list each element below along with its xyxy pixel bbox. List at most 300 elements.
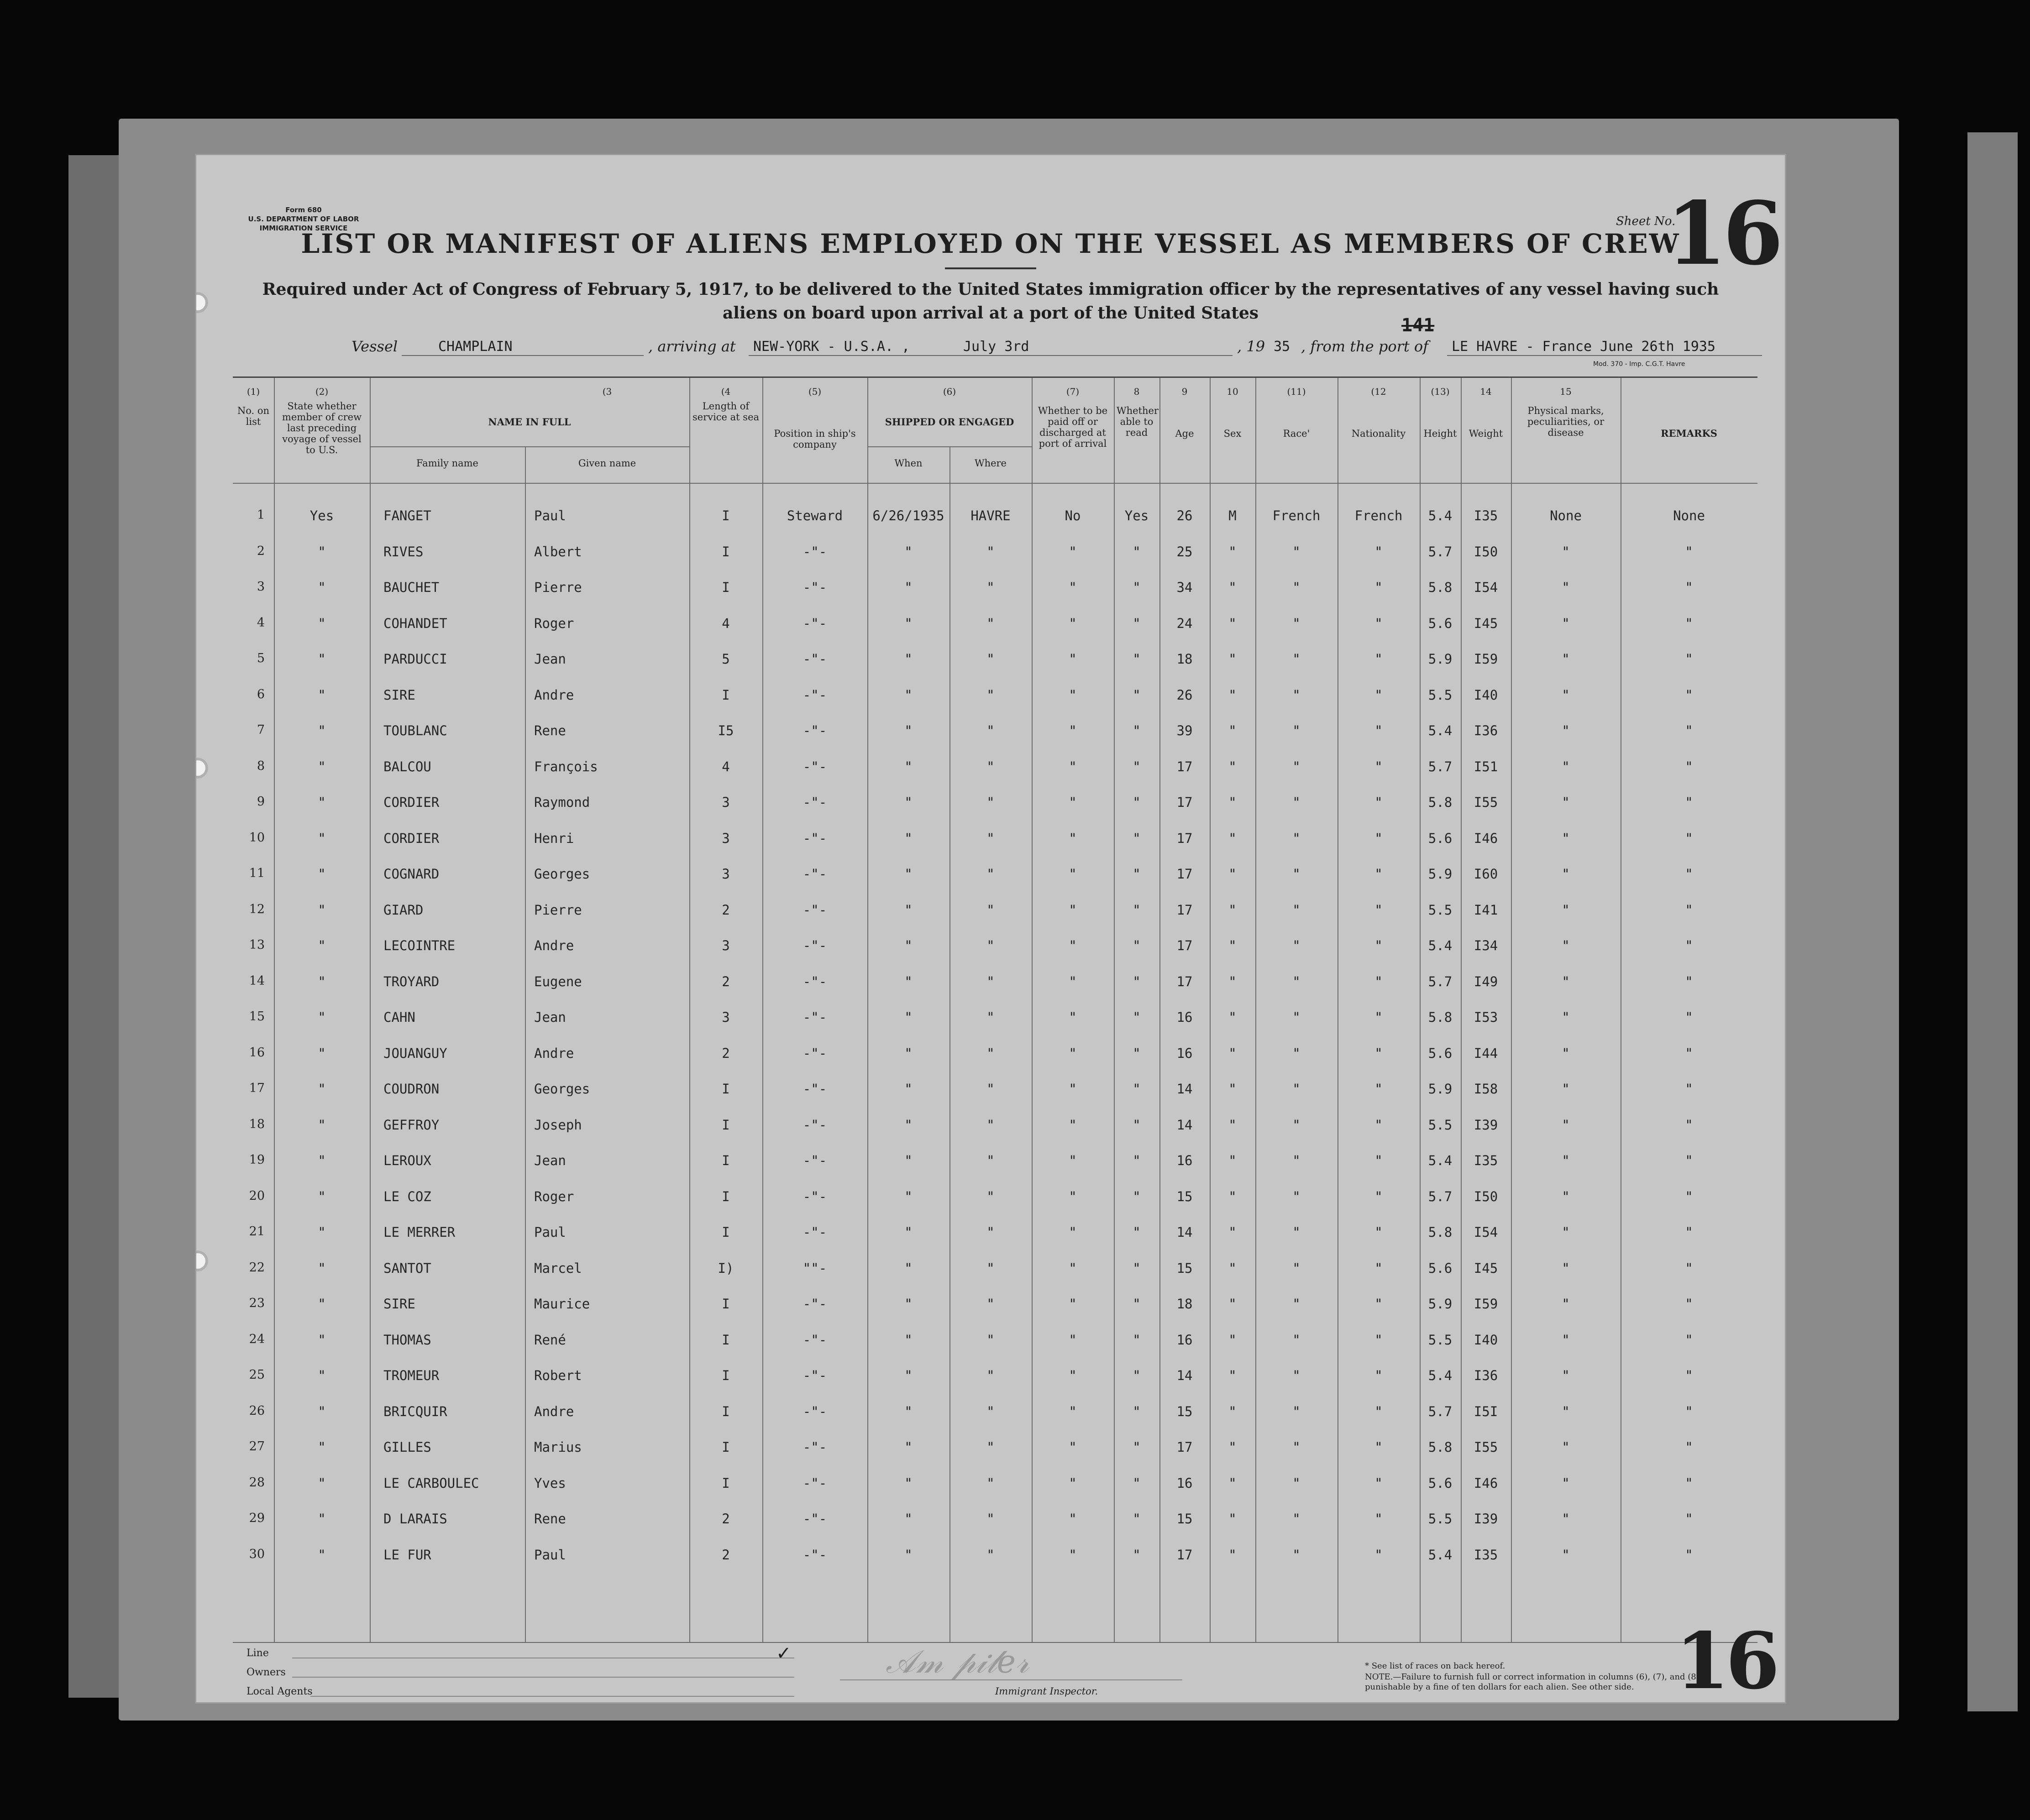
cell-marks: ": [1562, 723, 1570, 738]
cell-read: ": [1133, 580, 1141, 595]
cell-weight: I40: [1474, 1332, 1498, 1348]
column-header-sex: Sex: [1223, 428, 1242, 439]
cell-remarks: ": [1685, 1260, 1693, 1276]
cell-nationality: ": [1374, 758, 1383, 774]
cell-length: 5: [722, 651, 730, 667]
column-number: (6): [943, 386, 956, 397]
cell-remarks: ": [1685, 902, 1693, 918]
cell-height: 5.9: [1428, 651, 1453, 667]
cell-weight: I54: [1474, 1224, 1498, 1240]
cell-age: 39: [1176, 723, 1193, 738]
cell-position: -"-: [803, 1368, 827, 1383]
cell-no: 26: [249, 1403, 265, 1418]
cell-prev: Yes: [309, 508, 334, 523]
cell-age: 16: [1176, 1332, 1193, 1348]
binder-hole-icon: [196, 292, 208, 313]
sheet-number: 16: [1666, 183, 1780, 284]
cell-when: 6/26/1935: [872, 508, 944, 523]
cell-age: 17: [1176, 1547, 1193, 1563]
cell-height: 5.9: [1428, 1081, 1453, 1097]
cell-read: Yes: [1124, 508, 1149, 523]
cell-no: 9: [257, 795, 265, 809]
cell-race: ": [1292, 1403, 1301, 1419]
cell-age: 34: [1176, 580, 1193, 595]
cell-family: COGNARD: [383, 866, 440, 882]
cell-no: 2: [257, 544, 265, 558]
cell-remarks: ": [1685, 938, 1693, 953]
cell-read: ": [1133, 687, 1141, 703]
title-rule: [945, 267, 1036, 269]
cell-where: ": [986, 1439, 995, 1455]
cell-paid: ": [1069, 1368, 1077, 1383]
cell-height: 5.6: [1428, 1475, 1453, 1491]
cell-family: FANGET: [383, 508, 431, 523]
cell-age: 15: [1176, 1188, 1193, 1204]
cell-marks: ": [1562, 1368, 1570, 1383]
cell-marks: ": [1562, 1117, 1570, 1133]
cell-when: ": [904, 1439, 913, 1455]
cell-where: ": [986, 1403, 995, 1419]
cell-where: ": [986, 973, 995, 989]
cell-position: -"-: [803, 723, 827, 738]
cell-given: Marius: [534, 1439, 582, 1455]
cell-paid: ": [1069, 1117, 1077, 1133]
cell-read: ": [1133, 1260, 1141, 1276]
cell-sex: ": [1228, 1117, 1237, 1133]
cell-no: 7: [257, 723, 265, 737]
cell-age: 16: [1176, 1045, 1193, 1061]
cell-paid: ": [1069, 1547, 1077, 1563]
cell-length: 2: [722, 973, 730, 989]
cell-age: 17: [1176, 938, 1193, 953]
cell-race: ": [1292, 902, 1301, 918]
cell-length: 3: [722, 866, 730, 882]
table-row: [233, 1404, 1757, 1422]
cell-paid: ": [1069, 1511, 1077, 1527]
cell-race: ": [1292, 1045, 1301, 1061]
cell-race: ": [1292, 830, 1301, 846]
cell-paid: ": [1069, 1296, 1077, 1312]
cell-given: Eugene: [534, 973, 582, 989]
cell-marks: ": [1562, 973, 1570, 989]
cell-remarks: ": [1685, 1081, 1693, 1097]
cell-height: 5.9: [1428, 866, 1453, 882]
cell-marks: ": [1562, 1332, 1570, 1348]
cell-remarks: ": [1685, 1368, 1693, 1383]
cell-family: JOUANGUY: [383, 1045, 447, 1061]
cell-age: 15: [1176, 1403, 1193, 1419]
cell-when: ": [904, 973, 913, 989]
cell-sex: ": [1228, 1296, 1237, 1312]
cell-family: COUDRON: [383, 1081, 440, 1097]
cell-no: 18: [249, 1117, 265, 1131]
cell-given: Pierre: [534, 902, 582, 918]
cell-where: ": [986, 723, 995, 738]
cell-race: ": [1292, 758, 1301, 774]
cell-where: ": [986, 1475, 995, 1491]
cell-read: ": [1133, 1153, 1141, 1168]
arriving-label: , arriving at: [648, 338, 736, 355]
cell-height: 5.5: [1428, 687, 1453, 703]
cell-height: 5.4: [1428, 723, 1453, 738]
cell-remarks: ": [1685, 1009, 1693, 1025]
cell-marks: ": [1562, 1224, 1570, 1240]
cell-age: 18: [1176, 651, 1193, 667]
cell-age: 16: [1176, 1153, 1193, 1168]
cell-height: 5.7: [1428, 1403, 1453, 1419]
cell-position: -"-: [803, 1439, 827, 1455]
column-header-name-in-full: NAME IN FULL: [488, 416, 571, 428]
cell-height: 5.4: [1428, 508, 1453, 523]
cell-nationality: ": [1374, 580, 1383, 595]
column-header-age: Age: [1175, 428, 1194, 439]
cell-race: ": [1292, 1117, 1301, 1133]
cell-race: ": [1292, 1332, 1301, 1348]
cell-length: I): [718, 1260, 734, 1276]
cell-remarks: ": [1685, 1332, 1693, 1348]
crew-manifest-table: [233, 377, 1757, 1643]
cell-sex: ": [1228, 580, 1237, 595]
cell-weight: I35: [1474, 508, 1498, 523]
column-header-family-name: Family name: [416, 458, 478, 469]
cell-weight: I36: [1474, 723, 1498, 738]
arrival-year: 35: [1274, 339, 1290, 355]
cell-position: -"-: [803, 973, 827, 989]
cell-when: ": [904, 1153, 913, 1168]
cell-age: 17: [1176, 830, 1193, 846]
cell-remarks: ": [1685, 723, 1693, 738]
column-header-nationality: Nationality: [1351, 428, 1406, 439]
cell-paid: ": [1069, 902, 1077, 918]
cell-remarks: ": [1685, 580, 1693, 595]
cell-no: 20: [249, 1188, 265, 1203]
cell-weight: I59: [1474, 651, 1498, 667]
cell-age: 26: [1176, 508, 1193, 523]
cell-given: Georges: [534, 866, 590, 882]
cell-paid: ": [1069, 651, 1077, 667]
cell-remarks: ": [1685, 1188, 1693, 1204]
vessel-line: [351, 338, 1767, 365]
cell-read: ": [1133, 1188, 1141, 1204]
cell-height: 5.8: [1428, 1439, 1453, 1455]
cell-family: LEROUX: [383, 1153, 431, 1168]
cell-no: 15: [249, 1009, 265, 1024]
departure-port: LE HAVRE - France June 26th 1935: [1452, 339, 1715, 355]
cell-height: 5.8: [1428, 1009, 1453, 1025]
cell-nationality: ": [1374, 687, 1383, 703]
column-number: (11): [1287, 386, 1306, 397]
column-header-where: Where: [974, 458, 1007, 469]
cell-length: I: [722, 1153, 730, 1168]
cell-position: -"-: [803, 1475, 827, 1491]
cell-given: Andre: [534, 687, 574, 703]
cell-where: ": [986, 580, 995, 595]
cell-prev: ": [318, 830, 326, 846]
cell-no: 21: [249, 1224, 265, 1239]
column-header-no-on-list: No. on list: [237, 405, 270, 427]
cell-length: I: [722, 1368, 730, 1383]
cell-nationality: ": [1374, 1009, 1383, 1025]
cell-height: 5.6: [1428, 1045, 1453, 1061]
cell-when: ": [904, 1511, 913, 1527]
cell-given: Maurice: [534, 1296, 590, 1312]
cell-no: 5: [257, 651, 265, 665]
cell-sex: ": [1228, 687, 1237, 703]
cell-nationality: French: [1354, 508, 1403, 523]
cell-no: 12: [249, 902, 265, 916]
cell-prev: ": [318, 938, 326, 953]
cell-race: ": [1292, 938, 1301, 953]
column-header-race: Race': [1283, 428, 1310, 439]
cell-given: Jean: [534, 1009, 566, 1025]
cell-family: BRICQUIR: [383, 1403, 447, 1419]
column-header-remarks: REMARKS: [1661, 428, 1717, 439]
cell-paid: ": [1069, 1009, 1077, 1025]
column-number: (4: [721, 386, 731, 397]
cell-weight: I49: [1474, 973, 1498, 989]
cell-prev: ": [318, 1547, 326, 1563]
cell-marks: ": [1562, 1475, 1570, 1491]
cell-height: 5.5: [1428, 902, 1453, 918]
table-row: [233, 687, 1757, 706]
cell-age: 17: [1176, 902, 1193, 918]
cell-age: 15: [1176, 1511, 1193, 1527]
cell-prev: ": [318, 687, 326, 703]
column-number: (1): [247, 386, 260, 397]
cell-where: HAVRE: [970, 508, 1011, 523]
cell-paid: ": [1069, 973, 1077, 989]
cell-nationality: ": [1374, 615, 1383, 631]
cell-age: 14: [1176, 1081, 1193, 1097]
cell-family: LECOINTRE: [383, 938, 456, 953]
cell-height: 5.7: [1428, 1188, 1453, 1204]
cell-remarks: ": [1685, 544, 1693, 560]
cell-where: ": [986, 651, 995, 667]
cell-weight: I35: [1474, 1153, 1498, 1168]
cell-nationality: ": [1374, 1332, 1383, 1348]
cell-where: ": [986, 1224, 995, 1240]
table-row: [233, 1475, 1757, 1494]
cell-age: 26: [1176, 687, 1193, 703]
cell-nationality: ": [1374, 1296, 1383, 1312]
column-header-position: Position in ship's company: [774, 428, 856, 450]
cell-marks: ": [1562, 1081, 1570, 1097]
cell-height: 5.4: [1428, 938, 1453, 953]
cell-age: 24: [1176, 615, 1193, 631]
cell-length: I: [722, 508, 730, 523]
cell-race: ": [1292, 866, 1301, 882]
cell-sex: ": [1228, 1332, 1237, 1348]
table-row: [233, 1117, 1757, 1135]
cell-nationality: ": [1374, 1260, 1383, 1276]
cell-prev: ": [318, 1260, 326, 1276]
cell-prev: ": [318, 1153, 326, 1168]
cell-weight: I45: [1474, 1260, 1498, 1276]
cell-nationality: ": [1374, 1403, 1383, 1419]
cell-position: Steward: [787, 508, 843, 523]
cell-weight: I40: [1474, 687, 1498, 703]
cell-paid: ": [1069, 1260, 1077, 1276]
cell-height: 5.6: [1428, 830, 1453, 846]
cell-nationality: ": [1374, 866, 1383, 882]
cell-sex: ": [1228, 723, 1237, 738]
cell-family: BALCOU: [383, 758, 431, 774]
cell-position: -"-: [803, 1081, 827, 1097]
cell-remarks: ": [1685, 1153, 1693, 1168]
cell-height: 5.4: [1428, 1547, 1453, 1563]
cell-family: SANTOT: [383, 1260, 431, 1276]
cell-paid: ": [1069, 830, 1077, 846]
cell-height: 5.5: [1428, 1511, 1453, 1527]
cell-family: SIRE: [383, 1296, 415, 1312]
cell-length: 3: [722, 1009, 730, 1025]
port-label: , from the port of: [1301, 338, 1429, 355]
cell-remarks: ": [1685, 651, 1693, 667]
cell-height: 5.5: [1428, 1332, 1453, 1348]
column-header-paid-off: Whether to be paid off or discharged at port of arrival: [1038, 405, 1108, 449]
cell-weight: I34: [1474, 938, 1498, 953]
cell-remarks: ": [1685, 1547, 1693, 1563]
cell-position: -"-: [803, 902, 827, 918]
cell-weight: I46: [1474, 1475, 1498, 1491]
owners-underline: [292, 1667, 794, 1678]
cell-position: -"-: [803, 830, 827, 846]
cell-given: Yves: [534, 1475, 566, 1491]
cell-where: ": [986, 1547, 995, 1563]
table-row: [233, 759, 1757, 777]
cell-when: ": [904, 866, 913, 882]
cell-age: 15: [1176, 1260, 1193, 1276]
cell-position: -"-: [803, 1332, 827, 1348]
table-row: [233, 1296, 1757, 1314]
column-header-member-last-voyage: State whether member of crew last preceding voyage of vessel to U.S.: [282, 401, 362, 455]
table-row: [233, 1081, 1757, 1099]
cell-race: ": [1292, 1009, 1301, 1025]
table-row: [233, 1511, 1757, 1529]
cell-length: I: [722, 1117, 730, 1133]
cell-family: BAUCHET: [383, 580, 440, 595]
cell-where: ": [986, 830, 995, 846]
cell-nationality: ": [1374, 938, 1383, 953]
cell-when: ": [904, 938, 913, 953]
inspector-underline: [840, 1679, 1182, 1680]
cell-paid: ": [1069, 687, 1077, 703]
manifest-footer: [247, 1616, 1776, 1702]
table-row: [233, 866, 1757, 884]
column-number: (2): [315, 386, 329, 397]
column-header-when: When: [894, 458, 923, 469]
cell-given: Rene: [534, 1511, 566, 1527]
cell-length: 2: [722, 1511, 730, 1527]
cell-paid: ": [1069, 1475, 1077, 1491]
cell-race: ": [1292, 1475, 1301, 1491]
stamped-sheet-number: 16: [1675, 1616, 1776, 1702]
column-header-weight: Weight: [1469, 428, 1503, 439]
cell-weight: I39: [1474, 1511, 1498, 1527]
cell-no: 16: [249, 1045, 265, 1060]
cell-position: -"-: [803, 1224, 827, 1240]
cell-where: ": [986, 1332, 995, 1348]
cell-sex: ": [1228, 1260, 1237, 1276]
cell-paid: ": [1069, 866, 1077, 882]
cell-read: ": [1133, 544, 1141, 560]
cell-prev: ": [318, 1045, 326, 1061]
cell-paid: ": [1069, 795, 1077, 810]
cell-when: ": [904, 1368, 913, 1383]
form-number: Form 680: [285, 206, 322, 214]
vessel-label: Vessel: [351, 338, 398, 355]
cell-family: LE FUR: [383, 1547, 431, 1563]
cell-prev: ": [318, 973, 326, 989]
cell-when: ": [904, 1260, 913, 1276]
cell-nationality: ": [1374, 1368, 1383, 1383]
column-number: (12: [1371, 386, 1386, 397]
column-header-shipped-engaged: SHIPPED OR ENGAGED: [885, 416, 1014, 428]
cell-read: ": [1133, 938, 1141, 953]
cell-position: -"-: [803, 580, 827, 595]
cell-paid: ": [1069, 1439, 1077, 1455]
cell-paid: ": [1069, 1153, 1077, 1168]
cell-given: Robert: [534, 1368, 582, 1383]
cell-where: ": [986, 1117, 995, 1133]
cell-marks: ": [1562, 1153, 1570, 1168]
cell-prev: ": [318, 1332, 326, 1348]
cell-when: ": [904, 1224, 913, 1240]
column-number: (13): [1431, 386, 1450, 397]
cell-read: ": [1133, 1224, 1141, 1240]
cell-nationality: ": [1374, 795, 1383, 810]
cell-family: LE CARBOULEC: [383, 1475, 479, 1491]
cell-family: CORDIER: [383, 830, 440, 846]
cell-age: 16: [1176, 1475, 1193, 1491]
cell-length: 4: [722, 615, 730, 631]
cell-marks: ": [1562, 1296, 1570, 1312]
cell-marks: ": [1562, 1188, 1570, 1204]
cell-race: ": [1292, 795, 1301, 810]
cell-sex: ": [1228, 1188, 1237, 1204]
cell-race: ": [1292, 1188, 1301, 1204]
cell-no: 23: [249, 1296, 265, 1310]
cell-read: ": [1133, 1547, 1141, 1563]
cell-no: 25: [249, 1368, 265, 1382]
table-row: [233, 1439, 1757, 1458]
cell-where: ": [986, 1045, 995, 1061]
cell-length: I: [722, 1081, 730, 1097]
cell-read: ": [1133, 866, 1141, 882]
cell-given: Marcel: [534, 1260, 582, 1276]
cell-position: -"-: [803, 615, 827, 631]
cell-race: ": [1292, 1439, 1301, 1455]
cell-position: -"-: [803, 1403, 827, 1419]
inspector-label: Immigrant Inspector.: [995, 1686, 1098, 1697]
cell-length: I: [722, 580, 730, 595]
cell-nationality: ": [1374, 1511, 1383, 1527]
cell-when: ": [904, 758, 913, 774]
cell-position: ""-: [803, 1260, 827, 1276]
cell-family: LE MERRER: [383, 1224, 456, 1240]
cell-weight: I54: [1474, 580, 1498, 595]
cell-where: ": [986, 544, 995, 560]
cell-nationality: ": [1374, 1045, 1383, 1061]
cell-sex: ": [1228, 866, 1237, 882]
cell-nationality: ": [1374, 1188, 1383, 1204]
cell-position: -"-: [803, 795, 827, 810]
cell-race: ": [1292, 615, 1301, 631]
cell-sex: ": [1228, 1439, 1237, 1455]
cell-prev: ": [318, 723, 326, 738]
subheader-rule: [370, 446, 689, 447]
cell-prev: ": [318, 1224, 326, 1240]
